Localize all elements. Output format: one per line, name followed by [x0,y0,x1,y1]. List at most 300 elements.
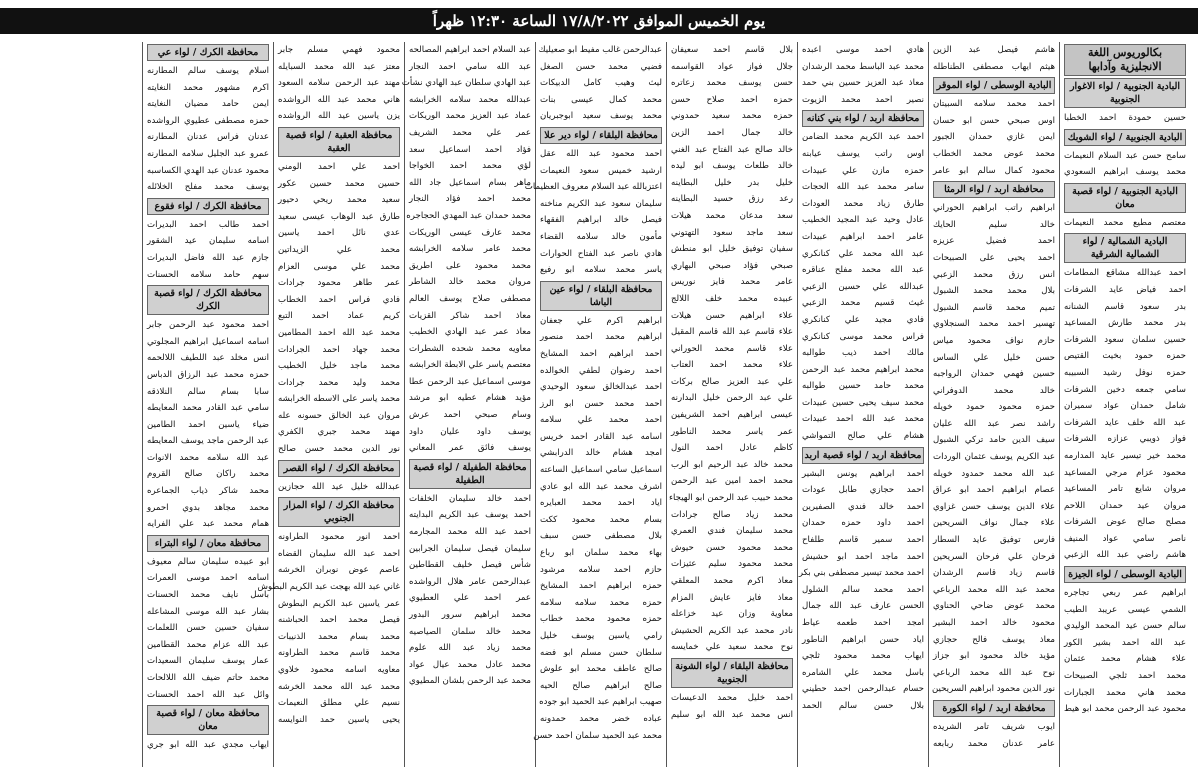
name-entry: معاذ احمد شاكر القزيات [409,310,531,321]
name-entry: نور الدين محمود ابراهيم السريحين [932,684,1055,695]
name-entry: هاشم راضي عبد الله الزعبي [1064,550,1186,561]
name-entry: حسن يوسف محمد زعاتره [671,78,793,89]
name-entry: اعتزبالله عبد السلام معروف العظيمات [524,182,662,193]
name-entry: محمد عبد الله محمد الرباعي [933,584,1055,595]
name-entry: سلطان حسن مسلم ابو فضه [540,647,662,658]
name-entry: محمد عوض ضاحي الحناوي [933,601,1055,612]
name-entry: حمزه محمد سلامه سلامه [540,597,662,608]
section-header: محافظة البلقاء / لواء عين الباشا [540,281,662,311]
section-header: محافظة اربد / لواء الكورة [933,700,1055,717]
name-entry: عصام ابراهيم احمد ابو عراق [933,485,1055,496]
name-entry: مؤيد هشام عطيه ابو مرشد [409,393,531,404]
name-entry: فيصل خالد ابراهيم الفقهاء [540,215,662,226]
name-entry: محمد عبد الحميد سلمان احمد حسن [533,730,662,741]
name-entry: حمزه حمود بخيت القتيص [1064,351,1186,362]
name-entry: قاسم زياد قاسم الرشدان [933,568,1055,579]
name-entry: ابراهيم محمد احمد منصور [540,332,662,343]
name-entry: حمزه محمود محمد خطاب [540,614,662,625]
name-entry: محمد بسام محمد الذنيبات [278,631,400,642]
name-entry: حازم نواف محمود مياس [933,335,1055,346]
name-entry: محمد احمد امين عبد الرحمن [671,476,793,487]
name-entry: بشار عبد الله موسى المشاعله [147,606,269,617]
section-header: محافظة الكرك / لواء عي [147,44,269,61]
name-entry: احمد انور محمود الطراونه [278,532,400,543]
name-entry: هيثم ايهاب مصطفى الطناطله [933,61,1055,72]
name-entry: محمد محمود على اطريق [409,260,531,271]
name-entry: احمد محمد تيسير مصطفى بني بكر [798,568,924,579]
name-entry: خالد صالح عبد الفتاح عبد الغني [671,144,793,155]
name-entry: محمود خالد احمد البشير [933,618,1055,628]
name-entry: رامي ياسين يوسف خليل [540,631,662,641]
name-entry: احمد ماجد احمد ابو حشيش [802,551,924,562]
name-entry: عامر احمد ابراهيم عبيدات [802,231,924,242]
name-entry: ايهاب مجدي عبد الله ابو جري [147,740,269,751]
name-entry: ايمن حامد مضيان النغايته [147,99,269,110]
name-entry: محمد كمال عيسى بنات [540,94,662,105]
name-entry: بهاء محمد سلمان ابو رباع [540,548,662,559]
section-header: محافظة اربد / لواء بني كنانه [802,110,924,127]
name-entry: معتز عبد الله محمد السبايله [278,61,400,72]
name-entry: احمد علي احمد الومني [278,161,400,172]
name-entry: نور الدين محمد حسن صالح [278,444,400,455]
name-entry: طارق زياد محمد العودات [802,198,924,209]
name-entry: سابا بسام سالم النلاذقه [147,386,269,397]
name-entry: شأس فيصل خليف القطاطين [409,560,531,571]
name-entry: فادي فراس احمد الخطاب [278,294,400,305]
name-entry: حمزه ابراهيم احمد المشايخ [540,581,662,592]
name-entry: راشد نصر عبد الله عليان [933,418,1055,429]
name-entry: مروان شايع تامر المساعيد [1064,484,1186,495]
name-entry: وائل عبد الله احمد الحسنات [147,689,269,700]
name-entry: طارق عبد الوهاب عيسى سعيد [278,211,400,222]
name-entry: لؤي محمد احمد الخواجا [409,161,531,172]
name-entry: محمد سليمان فندي العمري [671,526,793,537]
name-entry: ماهر بسام اسماعيل جاد الله [409,177,531,188]
column-8 [142,42,273,767]
name-entry: عبد الله عزام محمد القطامين [147,639,269,650]
name-entry: حسين فهمي حمدان الرواجبه [933,369,1055,380]
name-entry: حسام عبدالرحمن احمد حطيني [802,684,924,695]
name-entry: اوس راتب يوسف عيابنه [802,148,924,159]
name-entry: سامي عبد القادر محمد المعايطه [147,403,269,414]
name-entry: احمد محمود عبد الله عقل [540,148,662,159]
name-entry: عمر طاهر محمود جرادات [278,278,400,289]
name-entry: انس رزق محمد الزعبي [933,269,1055,280]
name-entry: عمر ياسر محمد الناطور [671,426,793,437]
name-entry: احمد رضوان لطفي الخوالده [540,365,662,376]
name-entry: اكرم مشهور محمد النغايته [147,82,269,93]
section-header: بكالوريوس اللغة الانجليزية وآدابها [1064,44,1186,76]
date-banner: يوم الخميس الموافق ١٧/٨/٢٠٢٢ الساعة ١٢:٣٠ ظهراً [0,8,1198,34]
name-entry: فراس محمد موسى كنانكري [802,331,924,342]
name-entry: بلال حسن سالم الحمد [802,700,924,711]
name-entry: محمد علي الزيداتين [278,244,400,255]
column-9 [11,42,142,767]
name-entry: عاصم عوض نوبران الخرشه [278,565,400,576]
name-entry: علاء قاسم محمد الحوراني [671,343,793,354]
column-4 [666,42,797,767]
name-entry: احمد عبد الكريم محمد الضامن [802,132,924,143]
name-entry: عيسى ابراهيم احمد الشريفين [671,410,793,421]
name-entry: مصلح صالح عوض الشرفات [1064,517,1186,528]
name-entry: احمد سمير قاسم طلفاح [802,535,924,546]
name-entry: حمزه محمد سعيد حمدوني [671,111,793,122]
name-entry: محمد عارف عيسى الوريكات [409,227,531,238]
name-entry: محمد زياد صالح جرادات [671,509,793,520]
name-entry: ايمن غازي حمدان الجبور [933,132,1055,143]
name-entry: علاء محمد احمد العتاب [671,360,793,371]
name-entry: سهم حامد سلامه الحسنات [147,269,269,280]
name-entry: سالم حسن عيد المحمد الوليدي [1064,621,1186,632]
name-entry: هادي ناصر عبد الفتاح الحوارات [540,248,662,259]
name-entry: هادي احمد موسى اعبده [802,45,924,55]
section-header: البادية الوسطى / لواء الجيزة [1064,566,1186,583]
name-entry: محمد ابراهيم سرور البدور [409,610,531,620]
section-header: البادية الوسطى / لواء الموقر [933,77,1055,94]
name-entry: محمد محمود سليم عثيزات [671,559,793,570]
name-entry: مؤيد خالد محمود ابو جزاز [933,651,1055,662]
name-entry: مهند محمد جبري الكفري [278,427,400,438]
name-entry: محمد عادل محمد عيال عواد [409,659,531,670]
name-entry: يوسف فائق عمر المعاني [409,443,531,454]
section-header: محافظة الكرك / لواء قصبة الكرك [147,285,269,315]
name-entry: عدنان فراس عدنان المطارنه [147,132,269,143]
name-entry: عماد عبد العزيز محمد الوريكات [409,111,531,122]
name-entry: فرحان علي فرحان السريحين [933,551,1055,562]
name-entry: عبد الله احمد بشير الكور [1064,637,1186,648]
name-entry: محمد حاتم ضيف الله اللالحات [147,673,269,683]
name-entry: نوح محمد سعيد علي خمايسه [671,642,793,653]
name-entry: علي عبد العزيز صالح بركات [671,376,793,387]
name-entry: شامل حمدان عواد سمیران [1064,401,1186,412]
name-entry: سعد مدعان محمد هيلات [671,210,793,221]
name-entry: عبدالله علي حسين الزعبي [802,281,924,292]
name-columns [8,42,1190,767]
name-entry: ياسر محمد سلامه ابو رفيع [540,265,662,276]
column-7 [257,42,404,767]
name-entry: امجد احمد طعمه عياط [802,618,924,628]
name-entry: محمد احمد ثلجي الصبيحات [1064,671,1186,682]
section-header: محافظة البلقاء / لواء دير علا [540,127,662,144]
name-entry: صالح ابراهيم صالح الحيه [540,680,662,691]
name-entry: محمد عبد الله محمد الخرشه [278,681,400,692]
name-entry: احمد عبدالله مشاقع المطامات [1064,268,1186,279]
name-entry: ابراهيم اكرم علي جعفان [540,315,662,326]
name-entry: احمد خليل محمد الدعيسات [671,692,793,703]
name-entry: عمر علي محمد الشريف [409,127,531,138]
name-entry: بدر سعود قاسم الشنانه [1064,301,1186,312]
name-entry: عبدالله خليل عيد الله حجازين [278,481,400,492]
name-entry: مصطفى صلاح يوسف العالم [409,293,531,304]
name-entry: حمزه مازن علي عبيدات [802,165,924,176]
name-entry: محمد علي موسى العزام [278,261,400,272]
name-entry: انس مخلد عبد اللطيف اللالحمه [147,353,269,364]
name-entry: عبدالله محمد سلامه الخرابشه [409,94,531,105]
name-entry: فيصل محمد احمد الحباشنه [278,615,400,626]
name-entry: تميم محمد قاسم الشبول [933,302,1055,313]
name-entry: يحيى ياسين حمد النوايسه [278,714,400,725]
name-entry: معاويه محمد شحده الشطرات [409,343,531,354]
name-entry: سليمان سعود عبد الكريم مناخنه [540,198,662,209]
name-entry: علاء قاسم عبد الله قاسم المقيل [671,327,793,338]
section-header: محافظة اربد / لواء قصبة اربد [802,447,924,464]
name-entry: محمود عزام مرجي المساعيد [1064,467,1186,478]
name-entry: احمد محمد حسن ابو الرز [540,398,662,409]
column-1 [1059,42,1190,767]
name-entry: ضياء ياسين احمد الطامين [147,419,269,430]
name-entry: احمد محمد سالم الشلول [802,584,924,595]
name-entry: احمد خالد فندي الصفيرين [802,501,924,512]
name-entry: اوس صبحي حسن ابو حسان [933,115,1055,126]
name-entry: جازم عبد الله فاضل البديرات [147,252,269,263]
name-entry: احمد عبد الله سليمان القضاه [278,548,400,559]
name-entry: عبيده محمد خلف اللالج [671,293,793,304]
name-entry: خليل بدر خليل البطاينه [671,177,793,188]
name-entry: اسماعيل سامي اسماعيل الساعته [540,465,662,476]
name-entry: سفيان توفيق خليل ابو منطش [671,244,793,255]
name-entry: حمزه محمود حمود خويله [933,402,1055,413]
name-entry: محمد حبيب عبد الرحمن ابو الهيجاء [668,493,793,504]
column-2 [928,42,1059,767]
name-entry: احمد ابراهيم يونس البشير [802,468,924,479]
name-entry: عبد الله محمد علي كنانكري [802,248,924,259]
name-entry: معاذ اكرم محمد المعلقي [671,576,793,586]
name-entry: احمد حجازي طابل عودات [802,485,924,496]
name-entry: عمر ياسين عبد الكريم البطوش [278,598,400,609]
name-entry: عبد الله سلامه محمد الانوات [147,452,269,463]
name-entry: فضيي محمد حسن الصغل [540,61,662,72]
name-entry: احمد فياض عايد الشرفات [1064,284,1186,295]
section-header: البادية الجنوبية / لواء الشوبك [1064,129,1186,146]
name-entry: اشرف محمد عبد الله ابو عادي [540,481,662,492]
name-entry: محمد احمد فؤاد النجار [409,194,531,205]
section-header: البادية الجنوبية / لواء الاغوار الجنوبية [1064,78,1186,108]
column-6 [401,42,535,767]
name-entry: مروان عيد حمدان اللاحم [1064,500,1186,511]
name-entry: احمد فضيل عزيزه [933,236,1055,247]
name-entry: عباده خضر محمد حمدونه [540,713,662,724]
name-entry: بلال قاسم احمد سعيفان [671,45,793,55]
name-entry: عبد السلام احمد ابراهيم المصالحه [409,45,531,55]
name-entry: معاذ عبد العزيز حسين بني حمد [802,78,924,89]
name-entry: رعد رزق حسيد البطاينه [671,194,793,205]
name-entry: ارشيد خميس سعود النعيمات [540,165,662,176]
name-entry: خالد محمد الدوفراني [933,385,1055,396]
name-entry: عمر احمد علي العطيوي [409,593,531,604]
name-entry: الحسن عارف عبد الله جمال [802,601,924,612]
name-entry: محمد عبد الله احمد المطامين [278,327,400,338]
name-entry: محمد جهاد احمد الجرادات [278,344,400,355]
name-entry: محمد خالد عبد الرحيم ابو الرب [671,459,793,470]
name-entry: مالك احمد ذيب طوالبه [802,348,924,359]
name-entry: ايهاب محمد محمود ثلجي [802,651,924,662]
name-entry: محمد محمود حسن حيوش [671,542,793,553]
name-entry: محمد عبد الرحمن بلشان المطيوي [409,676,531,687]
name-entry: معاذ عمر عبد الهادي الخطيب [409,327,531,338]
name-entry: ابراهيم عمر ربعي تجاجره [1064,588,1186,599]
section-header: محافظة الكرك / لواء المزار الجنوبي [278,497,400,527]
name-entry: باسل نايف محمد الحسنات [147,590,269,601]
name-entry: محمد سيف يحيى حسين عبيدات [802,397,924,408]
name-entry: محمد يوسف سعيد ابوجبريان [540,111,662,122]
name-entry: سعيد محمد ريحي دحيور [278,195,400,206]
name-entry: امجد هشام خالد الدرابشي [540,448,662,459]
name-entry: مأمون خالد سلامه القضاء [540,231,662,242]
name-entry: علاء جمال نواف السريحين [933,518,1055,529]
name-entry: صهيب ابراهيم عبد الحميد ابو جوده [539,697,662,708]
name-entry: عبد الله محمد مفلح عناقره [802,265,924,276]
name-entry: احمد طالب احمد البديرات [147,219,269,230]
name-entry: احمد عبدالخالق سعود الوحيدي [540,382,662,393]
name-entry: يزن ياسين عيد الله الرواشده [278,111,400,122]
name-entry: محمد ابراهيم محمد عبد الرحمن [802,364,924,375]
name-entry: عادل وحيد عبد المجيد الخطيب [802,215,924,226]
name-entry: ابو عبيده سليمان سالم معيوف [147,556,269,567]
name-entry: فادي مجيد علي كنانكري [802,314,924,325]
name-entry: بسام محمد محمود ككت [540,514,662,525]
name-entry: حازم احمد سلامه مرشود [540,564,662,575]
name-entry: مروان عبد الخالق حسونه عله [278,410,400,421]
name-entry: محمد هاني محمد الجبارات [1064,687,1186,698]
name-entry: ليث وهيب كامل الدبيكات [540,78,662,89]
name-entry: فؤاد احمد اسماعيل سعد [409,144,531,155]
name-entry: معاوية وزان عيد خزاعله [671,609,793,620]
name-entry: احمد ابراهيم احمد المشايخ [540,348,662,359]
name-entry: محمود كمال سالم ابو عامر [933,165,1055,176]
name-entry: بدر محمد طارش المساعيد [1064,318,1186,329]
name-entry: فارس توفيق عايد السطار [933,535,1055,546]
name-entry: نسيم علي مطلق النعيمات [278,698,400,709]
name-entry: هشام علي صالح التمواشي [802,431,924,442]
name-entry: اياد احمد محمد العبايره [540,498,662,509]
name-entry: محمد زياد عبد الله علوم [409,643,531,654]
name-entry: علاء هشام محمد عثمان [1064,654,1186,665]
name-entry: سيف الدين حامد تركي الشبول [933,435,1055,446]
name-entry: معاذ فايز عايش المزام [671,592,793,603]
name-entry: ايوب شريف تامر الشريده [933,721,1055,732]
name-entry: نصير احمد محمد الزيوت [802,94,924,105]
name-entry: محمد خالد سلمان الصياصيه [409,626,531,637]
name-entry: سامي جمعه دخين الشرفات [1064,384,1186,395]
name-entry: احمد عبد الله محمد المجارمه [409,527,531,538]
name-entry: احمد يوسف عبد الكريم البدايته [409,510,531,521]
name-entry: حمزه مصطفى عطيوي الرواشده [147,115,269,126]
name-entry: محمد عوض محمد الخطاب [933,148,1055,159]
name-entry: بلال مصطفى حسن سبف [540,531,662,542]
name-entry: همام محمد عبد علي الفرايه [147,519,269,530]
name-entry: حمزه محمد عبد الرزاق الدباس [147,369,269,380]
name-entry: فواز ذويبي عزازه الشرفات [1064,434,1186,445]
name-entry: سامح حسن عبد السلام النعيمات [1064,150,1186,161]
column-5 [524,42,666,767]
name-entry: علاء الدين يوسف حسن غزاوي [933,501,1055,512]
name-entry: محمد مجاهد بدوي احمرو [147,502,269,513]
name-entry: اسامه عبد القادر احمد خريس [540,431,662,442]
name-entry: اسامه سليمان عيد الشقور [147,236,269,247]
name-entry: حسين حمودة احمد الخطبا [1064,113,1186,123]
section-header: محافظة الكرك / لواء القصر [278,460,400,477]
name-entry: صبحي فؤاد صبحي البهاري [671,260,793,271]
name-entry: محمد حمدان عبد المهدي الحجاجره [406,210,531,221]
name-entry: عبد الكريم يوسف عثمان الوردات [933,452,1055,463]
name-entry: ناصر سامي عواد المنيف [1064,533,1186,544]
name-entry: باسل محمد علي الشامره [802,667,924,678]
section-header: محافظة البلقاء / لواء الشونة الجنوبية [671,658,793,688]
name-entry: محمد ماجد خليل الخطيب [278,361,400,372]
name-entry: نوح عبد الله محمد الرباعي [933,667,1055,678]
name-entry: عمار يوسف سليمان السعيدات [147,656,269,667]
name-entry: مروان محمد خالد الشاطر [409,277,531,288]
name-entry: كريم عماد احمد التبع [278,311,400,322]
section-header: محافظة معان / لواء البتراء [147,535,269,552]
name-entry: محمود فهمي مسلم جابر [278,45,400,55]
name-entry: معاذ يوسف فالح حجازي [933,634,1055,645]
name-entry: محمد شاكر ذياب الجماعره [147,486,269,497]
name-entry: محمد خير تيسير عايد المدارمه [1064,450,1186,461]
name-entry: سليمان فيصل سليمان الجرابين [409,543,531,554]
name-entry: الشمي عيسى عريبد الطيب [1064,604,1186,615]
name-entry: عدي نائل احمد ياسين [278,228,400,239]
name-entry: حسين سلمان سعود الشرفات [1064,334,1186,345]
name-entry: حسن خليل علي الساس [933,352,1055,363]
name-entry: سفيان حسين حسن اللعلمات [147,623,269,634]
name-entry: محمد قاسم محمد الطراونه [278,648,400,659]
name-entry: ابراهيم راتب ابراهيم الحوراني [933,203,1055,214]
name-entry: عبد الله محمد حمدود خويله [933,468,1055,479]
name-entry: حمزه احمد صلاح حسن [671,94,793,105]
name-entry: موسى اسماعيل عبد الرحمن عطا [409,376,531,387]
name-entry: سعد ماجد سعود التهتوني [671,227,793,238]
section-header: محافظة معان / لواء قصبة معان [147,705,269,735]
name-entry: خالد طلعات يوسف ابو ليده [671,161,793,172]
name-entry: اياد حسن ابراهيم الناطور [802,634,924,645]
name-entry: احمد يحيى على الصبيحات [933,252,1055,263]
name-entry: عبدالرحمن غالب مفيط ابو صعيليك [538,45,662,55]
name-entry: عامر عدنان محمد ربابعه [933,738,1055,749]
name-entry: اسلام يوسف سالم المطارنه [147,66,269,76]
name-entry: محمد عبد الله احمد عبيدات [802,414,924,425]
name-entry: انس محمد عبد الله ابو سليم [671,709,793,720]
name-entry: غاني عبد الله بهجت عبد الكريم البطوش [257,582,400,593]
name-entry: عبد الله سامي احمد النجار [409,61,531,72]
name-entry: عبد الرحمن ماجد يوسف المعايطه [147,436,269,447]
name-entry: حسين محمد حسين عكور [278,178,400,189]
name-entry: حمزه نوفل رشيد السبيبه [1064,367,1186,378]
name-entry: سامر محمد عبد الله الحجات [802,182,924,193]
name-entry: معاويه اسامه محمود خلاوي [278,665,400,675]
section-header: البادية الشمالية / لواء الشمالية الشرقية [1064,233,1186,263]
name-entry: احمد خالد سليمان الخلفات [409,493,531,504]
name-entry: محمد عامر سلامه الخرابشه [409,244,531,255]
name-entry: معتصم ياسر علي الابطة الخرابشه [409,360,531,371]
name-entry: علي عبد الرحمن خليل البدارنه [671,393,793,404]
name-entry: عبد الله خلف عايد الشرفات [1064,417,1186,428]
name-entry: عبد الهادي سلطان عبد الهادي نشأت [401,78,531,89]
name-entry: هاني محمد عبد الله الرواشده [278,94,400,105]
name-entry: اسامه اسماعيل ابراهيم المجلوتي [147,336,269,347]
name-entry: محمود عدنان عبد الهدي الكساسبه [146,165,269,176]
section-header: محافظة الكرك / لواء فقوع [147,198,269,215]
section-header: محافظة اربد / لواء الرمثا [933,181,1055,198]
name-entry: احمد محمود عبد الرحمن جابر [147,320,269,331]
name-entry: يوسف داود عليان داود [409,426,531,437]
name-entry: بلال محمد محمد الشبول [933,286,1055,297]
name-entry: جلال فواز عواد القواسمه [671,61,793,72]
name-entry: نادر محمد عبد الكريم الحشيش [671,625,793,636]
name-entry: محمد ياسر على الاسطه الخرابشه [278,394,400,405]
name-entry: هاشم فيصل عبد الزين [933,45,1055,55]
name-entry: عامر محمد فايز نوريس [671,277,793,288]
